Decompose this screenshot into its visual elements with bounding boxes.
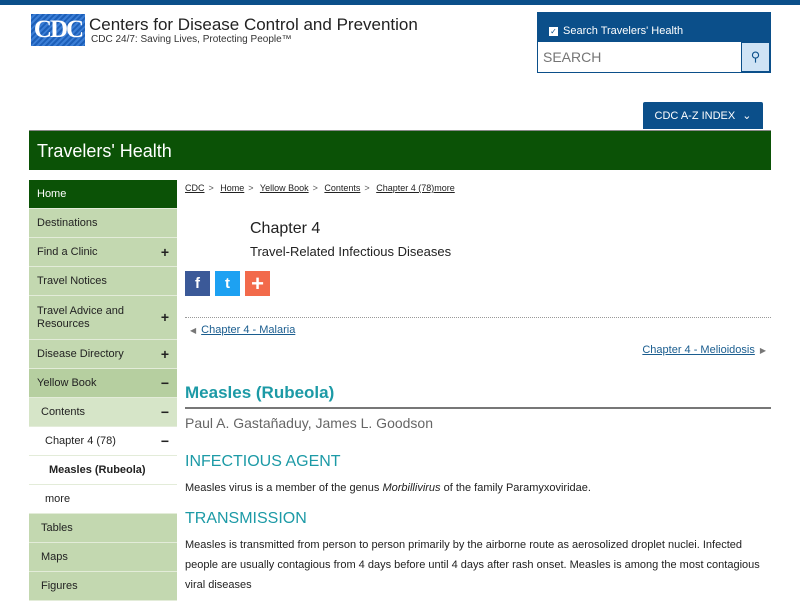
nav-label: Travel Notices [37, 275, 107, 287]
breadcrumb-link[interactable]: Chapter 4 (78)more [376, 183, 455, 193]
social-share [185, 271, 771, 296]
twitter-icon[interactable]: t [215, 271, 240, 296]
expand-icon[interactable]: + [160, 309, 169, 325]
sidebar-item-figures[interactable] [29, 572, 177, 601]
next-chapter-link[interactable]: Chapter 4 - Melioidosis [642, 344, 755, 356]
cdc-logo[interactable] [31, 14, 418, 46]
divider [185, 317, 771, 318]
sidebar-item-travel-advice[interactable] [29, 296, 177, 340]
nav-label: Maps [41, 551, 68, 563]
breadcrumb: CDC > Home > Yellow Book > Contents > Chapter 4 (78)more [185, 183, 455, 193]
triangle-left-icon: ◀ [190, 326, 197, 335]
az-index-button[interactable] [643, 102, 763, 129]
next-chapter[interactable] [185, 344, 771, 366]
breadcrumb-link[interactable]: Yellow Book [259, 183, 309, 193]
search-scope-label: Search Travelers' Health [563, 25, 684, 37]
section-text [185, 478, 771, 498]
az-index-label: CDC A-Z INDEX [654, 109, 736, 122]
prev-chapter[interactable] [185, 324, 771, 336]
article-title: Measles (Rubeola) [185, 383, 771, 409]
section-heading: TRANSMISSION [185, 510, 307, 527]
genus-name: Morbillivirus [382, 482, 441, 494]
checkbox-icon[interactable]: ✓ [550, 26, 557, 36]
sidebar-item-travel-notices[interactable] [29, 267, 177, 296]
share-plus-icon[interactable]: + [245, 271, 270, 296]
collapse-icon[interactable]: − [160, 433, 169, 449]
expand-icon[interactable]: + [160, 244, 169, 260]
search-scope-checkbox[interactable] [538, 13, 770, 42]
search-button[interactable] [741, 42, 770, 72]
sidebar-item-measles[interactable] [29, 456, 177, 485]
nav-label: Figures [41, 580, 78, 592]
nav-label: Destinations [37, 217, 98, 229]
nav-label: Tables [41, 522, 73, 534]
prev-chapter-link[interactable]: Chapter 4 - Malaria [201, 324, 296, 336]
article-authors: Paul A. Gastañaduy, James L. Goodson [185, 415, 434, 431]
sidebar-item-maps[interactable] [29, 543, 177, 572]
nav-label: Home [37, 188, 67, 200]
triangle-right-icon: ▶ [759, 346, 766, 355]
search-input[interactable] [538, 42, 741, 72]
expand-icon[interactable]: + [160, 346, 169, 362]
site-tagline: CDC 24/7: Saving Lives, Protecting People™ [91, 34, 292, 45]
sidebar-item-tables[interactable] [29, 514, 177, 543]
site-title: Centers for Disease Control and Prevention [89, 15, 418, 34]
sidebar-item-home[interactable] [29, 180, 177, 209]
chevron-down-icon: ⌄ [742, 110, 752, 122]
section-banner: Travelers' Health [29, 130, 771, 170]
search-panel [537, 12, 771, 73]
collapse-icon[interactable]: − [160, 375, 169, 391]
breadcrumb-link[interactable]: Home [220, 183, 245, 193]
chapter-title: Chapter 4 [250, 220, 321, 237]
section-heading: INFECTIOUS AGENT [185, 453, 341, 470]
chapter-subtitle: Travel-Related Infectious Diseases [250, 244, 452, 259]
nav-label: Find a Clinic [37, 246, 98, 258]
sidebar-nav [29, 180, 177, 601]
facebook-icon[interactable]: f [185, 271, 210, 296]
main-content [185, 180, 771, 595]
sidebar-item-more[interactable] [29, 485, 177, 514]
sidebar-item-yellow-book[interactable] [29, 369, 177, 398]
sidebar-item-destinations[interactable] [29, 209, 177, 238]
breadcrumb-link[interactable]: CDC [185, 183, 205, 193]
section-text: Measles is transmitted from person to person primarily by the airborne route as aerosolized droplet nuclei. Infected people are usually contagious from 4 days before until 4 days after rash onset. Measles is among the most contagious viral diseases [185, 539, 760, 591]
text: of the family Paramyxoviridae. [440, 482, 591, 494]
cdc-logo-mark: CDC [31, 14, 85, 46]
sidebar-item-find-a-clinic[interactable] [29, 238, 177, 267]
search-icon: ⚲ [750, 49, 761, 64]
nav-label: Yellow Book [37, 377, 97, 389]
sidebar-item-contents[interactable] [29, 398, 177, 427]
nav-label: Disease Directory [37, 348, 124, 360]
sidebar-item-chapter-4[interactable] [29, 427, 177, 456]
breadcrumb-link[interactable]: Contents [324, 183, 361, 193]
collapse-icon[interactable]: − [160, 404, 169, 420]
nav-label: Measles (Rubeola) [49, 464, 146, 476]
nav-label: Chapter 4 (78) [45, 435, 116, 447]
nav-label: Travel Advice and Resources [37, 304, 125, 330]
nav-label: Contents [41, 406, 86, 418]
text: Measles virus is a member of the genus [185, 482, 383, 494]
sidebar-item-disease-directory[interactable] [29, 340, 177, 369]
nav-label: more [45, 493, 71, 505]
top-bar [0, 0, 800, 5]
